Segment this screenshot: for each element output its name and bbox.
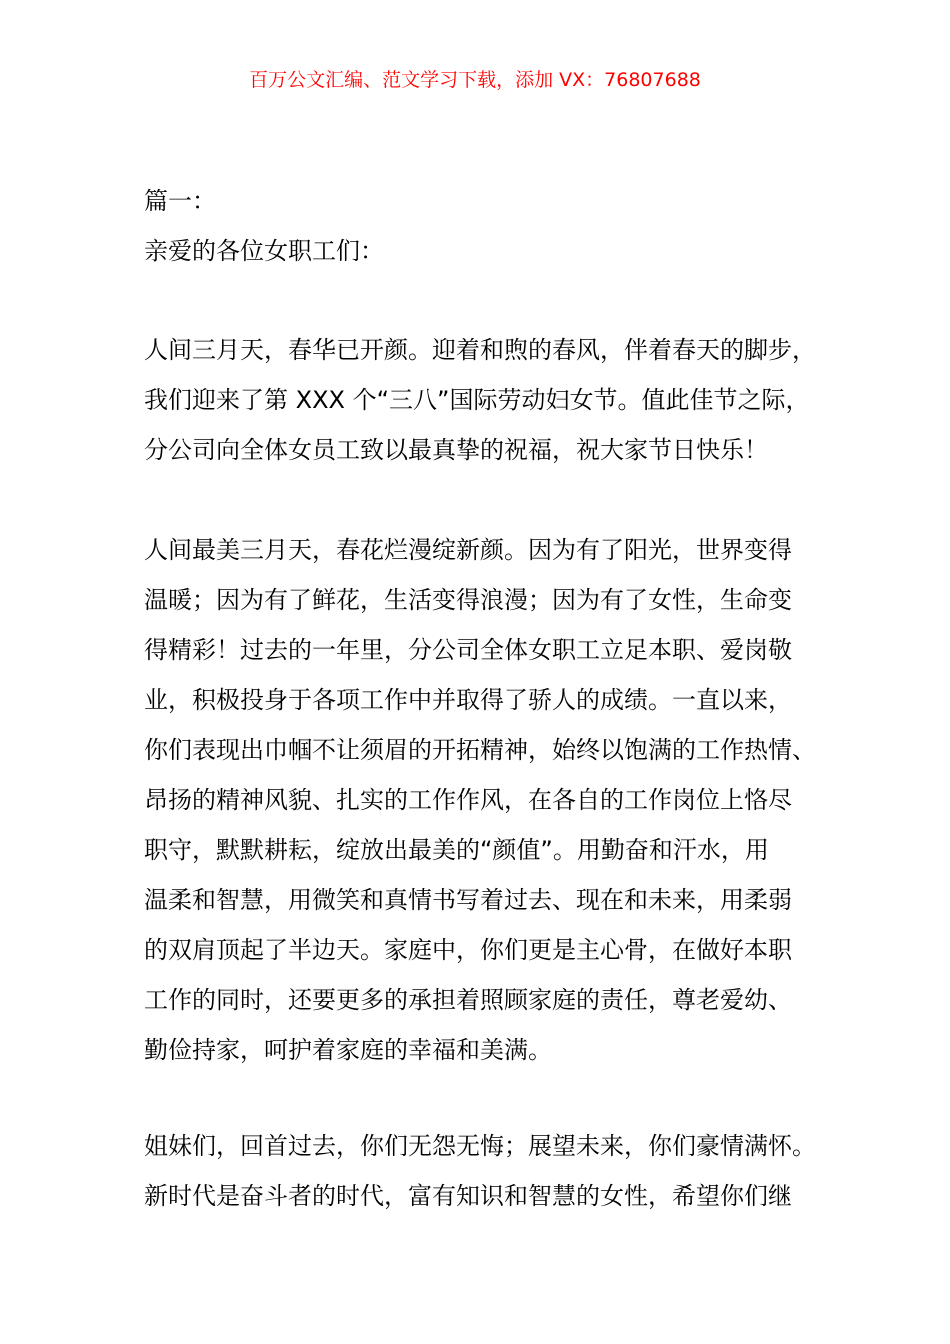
paragraph-line: 得精彩！过去的一年里，分公司全体女职工立足本职、爱岗敬 (144, 636, 792, 664)
paragraph-1 (144, 325, 834, 475)
paragraph-line: 分公司向全体女员工致以最真挚的祝福，祝大家节日快乐！ (144, 436, 768, 464)
header-notice: 百万公文汇编、范文学习下载，添加 VX：76807688 (249, 69, 701, 91)
paragraph-2 (144, 525, 834, 1075)
paragraph-line: 工作的同时，还要更多的承担着照顾家庭的责任，尊老爱幼、 (144, 986, 792, 1014)
paragraph-line: 我们迎来了第 XXX 个“三八”国际劳动妇女节。值此佳节之际， (144, 386, 810, 414)
paragraph-line: 温暖；因为有了鲜花，生活变得浪漫；因为有了女性，生命变 (144, 586, 792, 614)
paragraph-line: 人间三月天，春华已开颜。迎着和煦的春风，伴着春天的脚步， (144, 336, 816, 364)
salutation: 亲爱的各位女职工们： (144, 237, 384, 265)
paragraph-line: 你们表现出巾帼不让须眉的开拓精神，始终以饱满的工作热情、 (144, 736, 816, 764)
paragraph-line: 职守，默默耕耘，绽放出最美的“颜值”。用勤奋和汗水，用 (144, 836, 769, 864)
paragraph-line: 人间最美三月天，春花烂漫绽新颜。因为有了阳光，世界变得 (144, 536, 792, 564)
paragraph-line: 温柔和智慧，用微笑和真情书写着过去、现在和未来，用柔弱 (144, 886, 792, 914)
paragraph-line: 业，积极投身于各项工作中并取得了骄人的成绩。一直以来， (144, 686, 792, 714)
paragraph-line: 姐妹们，回首过去，你们无怨无悔；展望未来，你们豪情满怀。 (144, 1132, 816, 1160)
paragraph-line: 勤俭持家，呵护着家庭的幸福和美满。 (144, 1036, 552, 1064)
section-heading: 篇一： (144, 187, 216, 215)
paragraph-line: 的双肩顶起了半边天。家庭中，你们更是主心骨，在做好本职 (144, 936, 792, 964)
paragraph-line: 昂扬的精神风貌、扎实的工作作风，在各自的工作岗位上恪尽 (144, 786, 792, 814)
paragraph-line: 新时代是奋斗者的时代，富有知识和智慧的女性，希望你们继 (144, 1182, 792, 1210)
paragraph-3 (144, 1121, 834, 1221)
